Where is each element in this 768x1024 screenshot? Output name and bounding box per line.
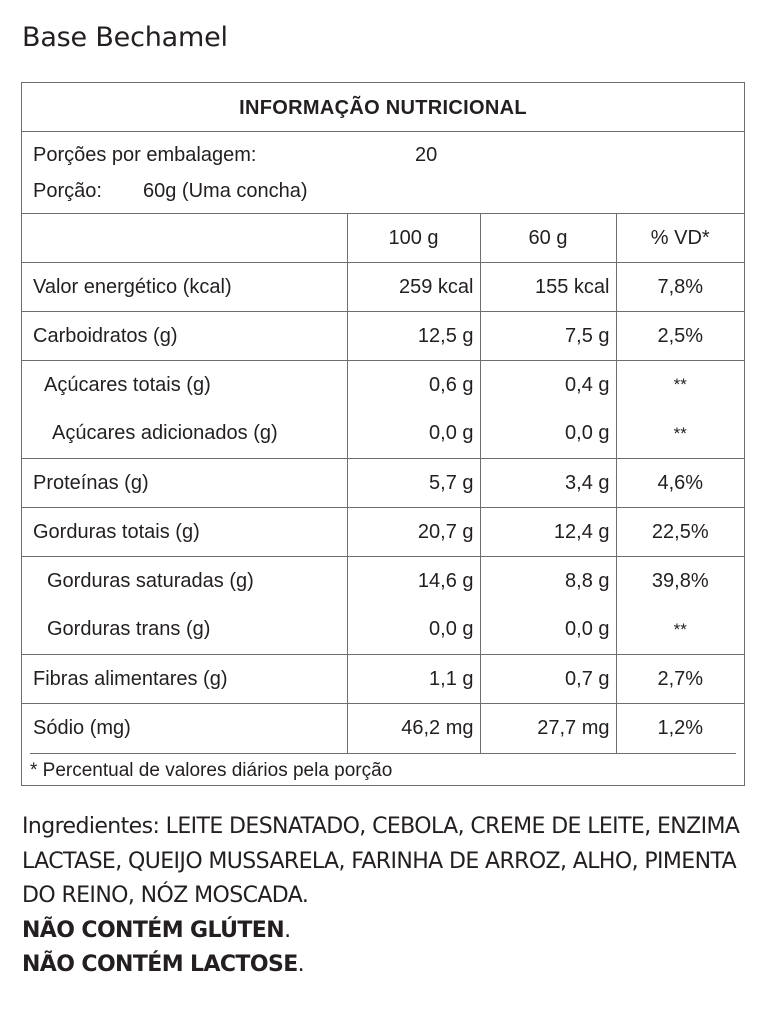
daily-value-percent: 1,2% [616,704,744,753]
column-header-100g: 100 g [347,214,480,263]
nutrient-name: Valor energético (kcal) [22,263,347,312]
nutrient-name: Carboidratos (g) [22,312,347,361]
nutrient-name: Gorduras saturadas (g) [22,557,347,606]
table-row [22,312,744,361]
value-per-100g: 14,6 g [347,557,480,606]
column-header-60g: 60 g [480,214,616,263]
servings-value: 20 [415,144,438,166]
value-per-100g: 1,1 g [347,655,480,704]
product-title: Base Bechamel [22,22,228,53]
nutrient-name: Sódio (mg) [22,704,347,753]
value-per-portion: 3,4 g [480,459,616,508]
value-per-portion: 0,4 g [480,361,616,410]
table-row [22,410,744,459]
value-per-100g: 5,7 g [347,459,480,508]
lactose-warning [22,948,752,983]
value-per-portion: 7,5 g [480,312,616,361]
nutrient-name: Gorduras trans (g) [47,618,211,641]
daily-value-percent: 2,5% [616,312,744,361]
daily-value-percent: ** [616,410,744,459]
table-row [22,508,744,557]
nutrient-name: Açúcares adicionados (g) [52,422,278,445]
table-row [22,557,744,606]
daily-value-percent: 7,8% [616,263,744,312]
footnote: * Percentual de valores diários pela porção [30,753,736,782]
column-header-vd: % VD* [616,214,744,263]
value-per-portion: 155 kcal [480,263,616,312]
servings-line [33,144,438,167]
table-row [22,459,744,508]
table-row [22,704,744,753]
gluten-warning [22,914,752,949]
ingredients-block [22,810,752,983]
ingredients-text: Ingredientes: LEITE DESNATADO, CEBOLA, CREME DE LEITE, ENZIMA LACTASE, QUEIJO MUSSARELA, FARINHA DE ARROZ, ALHO, PIMENTA DO REINO, NÓZ MOSCADA. [22,814,740,908]
gluten-warning-period: . [284,917,291,943]
table-row [22,606,744,655]
nutrient-name: Fibras alimentares (g) [22,655,347,704]
daily-value-percent: ** [616,606,744,655]
daily-value-percent: 4,6% [616,459,744,508]
value-per-portion: 27,7 mg [480,704,616,753]
nutrient-name: Gorduras totais (g) [22,508,347,557]
nutrition-header: INFORMAÇÃO NUTRICIONAL [22,83,744,132]
value-per-100g: 0,6 g [347,361,480,410]
value-per-portion: 0,7 g [480,655,616,704]
gluten-warning-text: NÃO CONTÉM GLÚTEN [22,917,285,943]
table-row [22,263,744,312]
value-per-portion: 8,8 g [480,557,616,606]
value-per-100g: 20,7 g [347,508,480,557]
portion-line [33,180,308,203]
table-row [22,361,744,410]
value-per-portion: 0,0 g [480,410,616,459]
nutrient-name: Açúcares totais (g) [22,361,347,410]
lactose-warning-text: NÃO CONTÉM LACTOSE [22,952,298,977]
table-header-row [22,214,744,263]
nutrient-name: Proteínas (g) [22,459,347,508]
value-per-100g: 46,2 mg [347,704,480,753]
value-per-portion: 0,0 g [480,606,616,655]
daily-value-percent: 2,7% [616,655,744,704]
daily-value-percent: 22,5% [616,508,744,557]
column-header-nutrient [22,214,347,263]
value-per-100g: 12,5 g [347,312,480,361]
lactose-warning-period: . [297,952,305,977]
value-per-100g: 0,0 g [347,410,480,459]
portion-value: 60g (Uma concha) [143,180,308,202]
servings-label: Porções por embalagem: [33,144,257,166]
value-per-100g: 259 kcal [347,263,480,312]
nutrient-table [22,213,744,753]
portion-label: Porção: [33,180,102,202]
value-per-100g: 0,0 g [347,606,480,655]
value-per-portion: 12,4 g [480,508,616,557]
table-row [22,655,744,704]
nutrition-facts-table [21,82,745,786]
daily-value-percent: ** [616,361,744,410]
daily-value-percent: 39,8% [616,557,744,606]
